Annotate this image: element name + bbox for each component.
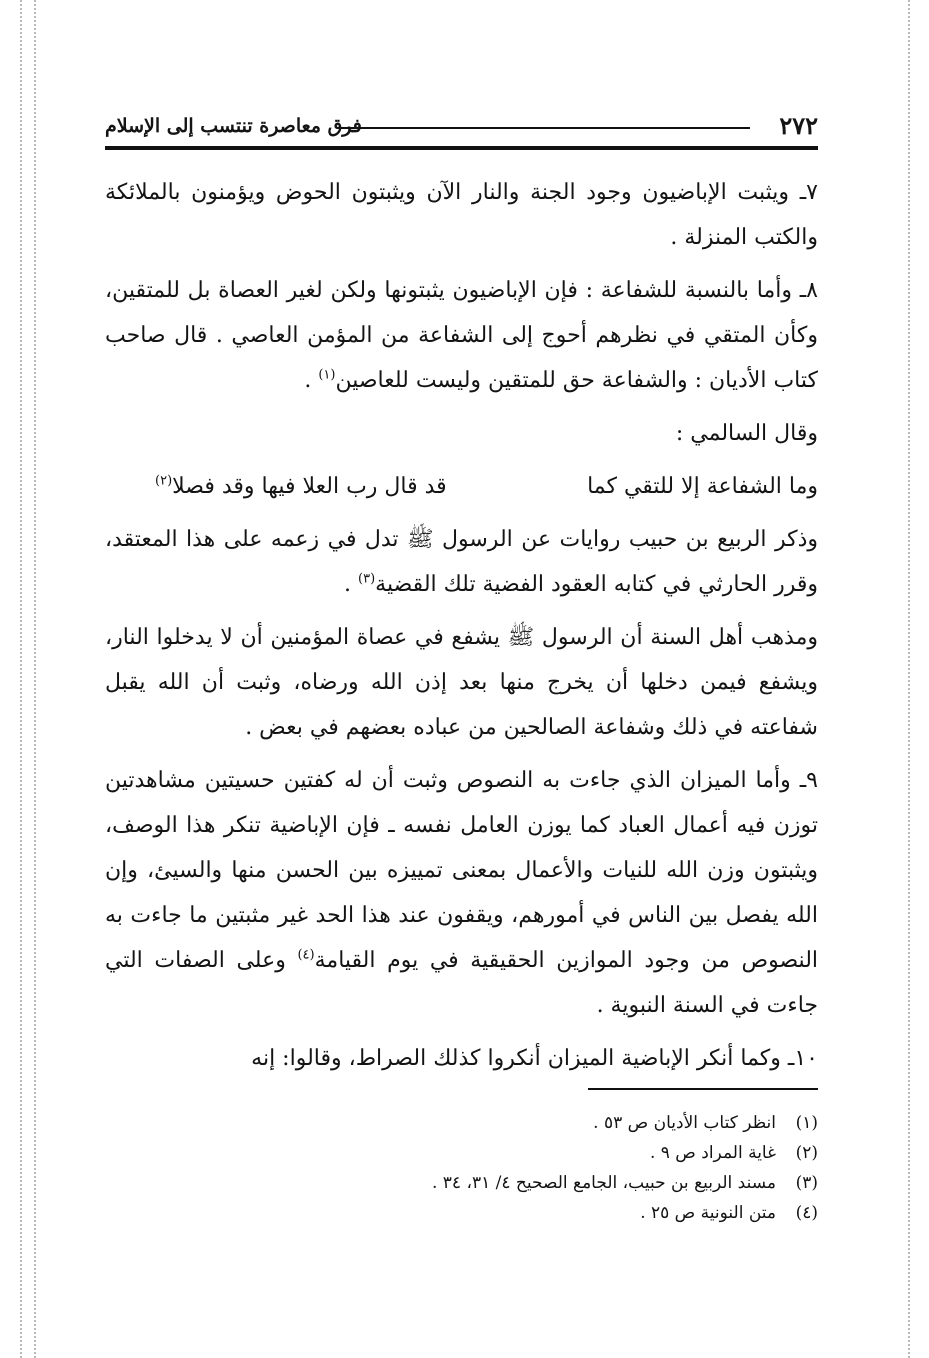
margin-dots-left-inner	[34, 0, 36, 1358]
paragraph-7: ٧ـ ويثبت الإباضيون وجود الجنة والنار الآن ويثبتون الحوض ويؤمنون بالملائكة والكتب المنزلة .	[105, 180, 818, 250]
main-text	[105, 170, 818, 1089]
footnote-2: (٢)غاية المراد ص ٩ .	[649, 1143, 818, 1163]
header-rule	[105, 146, 818, 150]
footnotes	[105, 1108, 818, 1228]
poem-verse	[105, 464, 818, 509]
footnote-ref-1: (١)	[318, 367, 336, 383]
poem-second-hemistich: قد قال رب العلا فيها وقد فصلا$^{(٢)}$	[155, 473, 447, 499]
footnote-3: (٣)مسند الربيع بن حبيب، الجامع الصحيح ٤/ ٣١، ٣٤ .	[431, 1173, 818, 1193]
page-header	[105, 110, 818, 142]
margin-dots-right	[908, 0, 910, 1358]
poem-first-hemistich: وما الشفاعة إلا للتقي كما	[587, 474, 818, 499]
footnote-ref-2: (٢)	[155, 473, 173, 489]
paragraph-8: ٨ـ وأما بالنسبة للشفاعة : فإن الإباضيون يثبتونها ولكن لغير العصاة بل للمتقين، وكأن المتقي في نظرهم أحوج إلى الشفاعة من المؤمن العاصي . قال صاحب كتاب الأديان : والشفاعة حق للمتقين وليست للعاصين$^{(١)}$ .	[105, 278, 818, 393]
paragraph-10: ١٠ـ وكما أنكر الإباضية الميزان أنكروا كذلك الصراط، وقالوا: إنه	[251, 1046, 818, 1071]
paragraph-9: ٩ـ وأما الميزان الذي جاءت به النصوص وثبت أن له كفتين حسيتين مشاهدتين توزن فيه أعمال العباد كما يوزن العامل نفسه ـ فإن الإباضية تنكر هذا الوصف، ويثبتون وزن الله للنيات والأعمال بمعنى تمييزه بين الحسن منها والسيئ، وإن الله يفصل بين الناس في أمورهم، ويقفون عند هذا الحد غير مثبتين ما جاءت به النصوص من وجود الموازين الحقيقية في يوم القيامة$^{(٤)}$ وعلى الصفات التي جاءت في السنة النبوية .	[105, 768, 819, 1018]
salimi-intro: وقال السالمي :	[675, 421, 818, 446]
footnote-1: (١)انظر كتاب الأديان ص ٥٣ .	[593, 1113, 818, 1133]
footnote-ref-4: (٤)	[297, 947, 315, 963]
margin-dots-left	[20, 0, 22, 1358]
footnote-rule	[588, 1088, 818, 1090]
footnote-4: (٤)متن النونية ص ٢٥ .	[640, 1203, 818, 1223]
footnote-ref-3: (٣)	[358, 571, 376, 587]
page-number: ٢٧٢	[779, 111, 818, 140]
header-dash-line	[337, 127, 750, 129]
paragraph-sunnah: ومذهب أهل السنة أن الرسول ﷺ يشفع في عصاة المؤمنين أن لا يدخلوا النار، ويشفع فيمن دخلها أن يخرج منها بعد إذن الله ورضاه، وثبت أن الله يقبل شفاعته في ذلك وشفاعة الصالحين من عباده بعضهم في بعض .	[105, 625, 818, 740]
running-title: فرق معاصرة تنتسب إلى الإسلام	[105, 115, 362, 137]
paragraph-rabi: وذكر الربيع بن حبيب روايات عن الرسول ﷺ تدل في زعمه على هذا المعتقد، وقرر الحارثي في كتابه العقود الفضية تلك القضية$^{(٣)}$ .	[105, 527, 818, 597]
